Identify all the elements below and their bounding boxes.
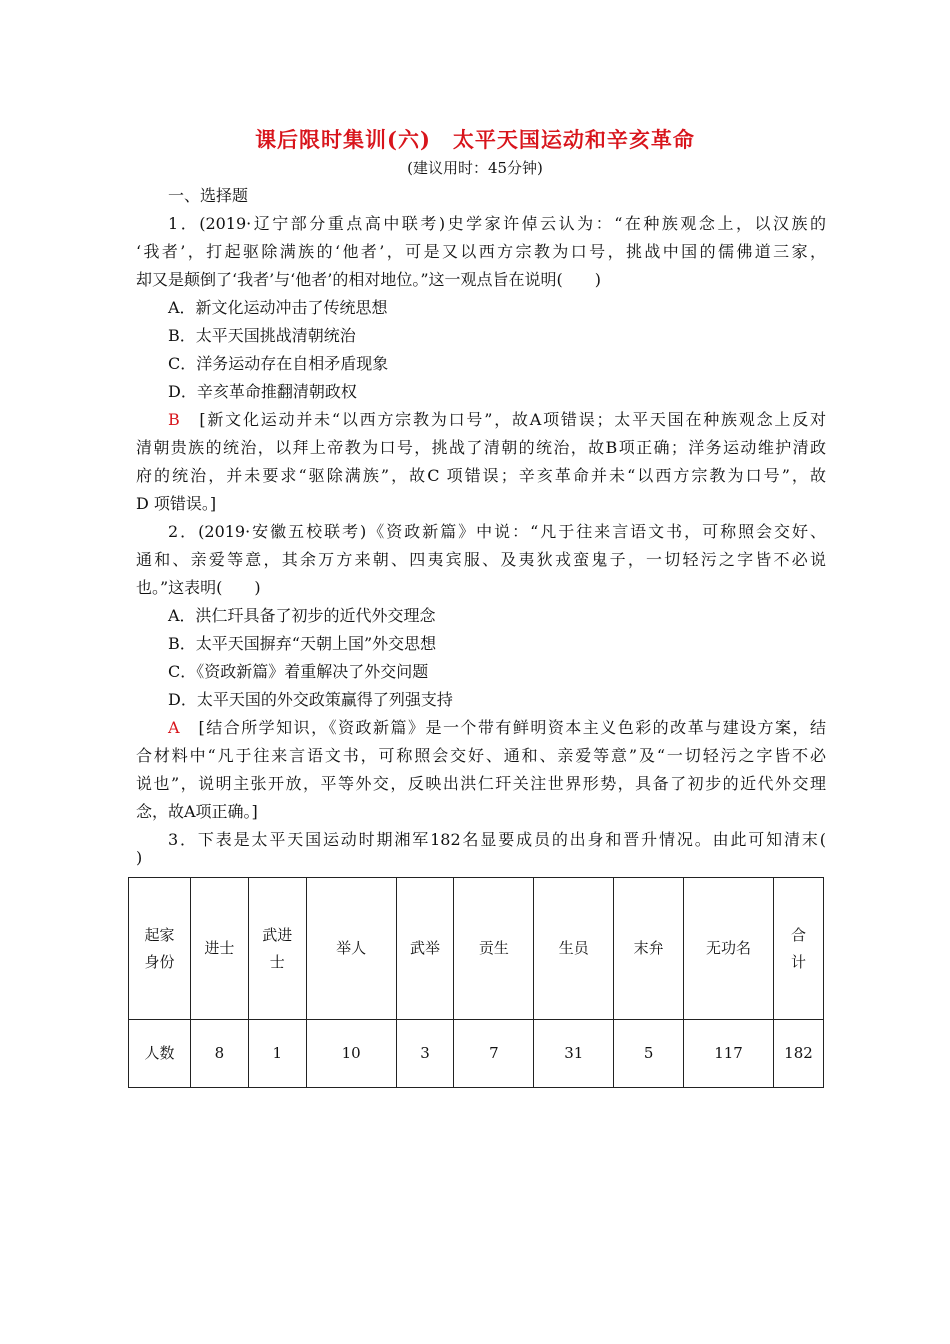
q2-stem-line-2: 通和、亲爱等意，其余万方来朝、四夷宾服、及夷狄戎蛮鬼子，一切轻污之字皆不必说: [136, 550, 826, 569]
table-cell: 8: [190, 1020, 248, 1088]
table-cell: 31: [534, 1020, 614, 1088]
q1-option-b: B．太平天国挑战清朝统治: [168, 326, 356, 345]
table-cell: 7: [454, 1020, 534, 1088]
suggested-time: (建议用时：45分钟): [407, 159, 543, 177]
table-header-cell: 无功名: [684, 878, 774, 1020]
q2-option-a: A．洪仁玕具备了初步的近代外交理念: [168, 606, 436, 625]
q2-option-b: B．太平天国摒弃“天朝上国”外交思想: [168, 634, 437, 653]
table-cell: 1: [248, 1020, 306, 1088]
q1-option-c: C．洋务运动存在自相矛盾现象: [168, 354, 389, 373]
table-header-cell: 进士: [190, 878, 248, 1020]
q3-stem-line-2: ): [136, 848, 143, 867]
q1-explanation-line-2: 清朝贵族的统治，以拜上帝教为口号，挑战了清朝的统治，故B项正确；洋务运动维护清政: [136, 438, 826, 457]
table-header-cell: 合 计: [773, 878, 823, 1020]
q1-stem-line-3: 却又是颠倒了‘我者’与‘他者’的相对地位。”这一观点旨在说明( ): [136, 270, 602, 289]
table-cell: 人数: [129, 1020, 191, 1088]
q2-option-c: C．《资政新篇》着重解决了外交问题: [168, 662, 429, 681]
table-header-row: [129, 878, 824, 1020]
q1-explanation-line-3: 府的统治，并未要求“驱除满族”，故C 项错误；辛亥革命并未“以西方宗教为口号”，故: [136, 466, 826, 485]
q2-stem-line-1: 2．(2019·安徽五校联考)《资政新篇》中说：“凡于往来言语文书，可称照会交好、: [168, 522, 826, 541]
q1-option-a: A．新文化运动冲击了传统思想: [168, 298, 388, 317]
q2-explanation-line-2: 合材料中“凡于往来言语文书，可称照会交好、通和、亲爱等意”及“一切轻污之字皆不必: [136, 746, 826, 765]
table-cell: 10: [306, 1020, 396, 1088]
data-table: [128, 877, 824, 1088]
q2-explanation-line-3: 说也”，说明主张开放，平等外交，反映出洪仁玕关注世界形势，具备了初步的近代外交理: [136, 774, 826, 793]
section-heading: 一、选择题: [168, 186, 249, 205]
q3-stem-line-1: 3．下表是太平天国运动时期湘军182名显要成员的出身和晋升情况。由此可知清末(: [168, 830, 826, 849]
q1-explanation-line-1: B [新文化运动并未“以西方宗教为口号”，故A项错误；太平天国在种族观念上反对: [168, 410, 826, 429]
table-header-cell: 末弁: [614, 878, 684, 1020]
table-cell: 3: [396, 1020, 454, 1088]
q2-option-d: D．太平天国的外交政策赢得了列强支持: [168, 690, 453, 709]
q2-stem-line-3: 也。”这表明( ): [136, 578, 261, 597]
table-header-cell: 贡生: [454, 878, 534, 1020]
table-row: [129, 1020, 824, 1088]
q1-answer: B: [168, 410, 180, 429]
table-cell: 117: [684, 1020, 774, 1088]
q1-stem-line-2: ‘我者’，打起驱除满族的‘他者’，可是又以西方宗教为口号，挑战中国的儒佛道三家，: [136, 242, 826, 261]
q1-stem-line-1: 1．(2019·辽宁部分重点高中联考)史学家许倬云认为：“在种族观念上，以汉族的: [168, 214, 826, 233]
page-title: 课后限时集训(六) 太平天国运动和辛亥革命: [255, 127, 695, 152]
table-cell: 182: [773, 1020, 823, 1088]
q1-explanation-line-4: D 项错误。]: [136, 494, 217, 513]
q1-option-d: D．辛亥革命推翻清朝政权: [168, 382, 357, 401]
table-cell: 5: [614, 1020, 684, 1088]
q2-explanation-line-1: A [结合所学知识，《资政新篇》是一个带有鲜明资本主义色彩的改革与建设方案，结: [168, 718, 826, 737]
table-header-cell: 起家 身份: [129, 878, 191, 1020]
table-header-cell: 举人: [306, 878, 396, 1020]
q2-answer: A: [168, 718, 180, 737]
q2-explanation-line-4: 念，故A项正确。]: [136, 802, 258, 821]
table-header-cell: 武举: [396, 878, 454, 1020]
table-header-cell: 生员: [534, 878, 614, 1020]
table-header-cell: 武进 士: [248, 878, 306, 1020]
